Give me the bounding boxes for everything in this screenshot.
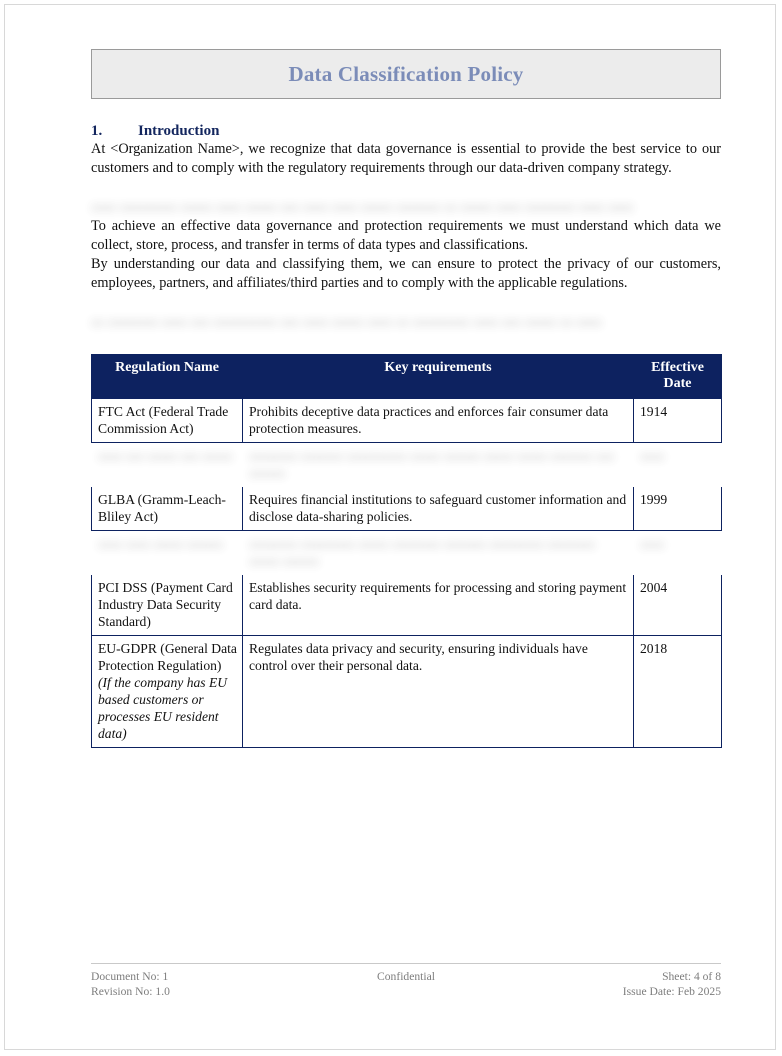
footer-row-1 [91,970,721,985]
section-number: 1. [91,123,103,139]
cell-regulation-name: PCI DSS (Payment Card Industry Data Security Standard) [92,575,243,636]
cell-key-requirements [243,531,634,575]
column-header-effective-date: Effective Date [634,355,722,399]
paragraph-1: At <Organization Name>, we recognize that data governance is essential to provide the best service to our customers and to comply with the regulatory requirements through our data-driven company strategy. [91,141,721,176]
column-header-regulation-name: Regulation Name [92,355,243,399]
table-body [92,399,722,748]
cell-regulation-name: FTC Act (Federal Trade Commission Act) [92,399,243,443]
cell-regulation-name [92,443,243,487]
cell-effective-date [634,531,722,575]
footer-document-no: Document No: 1 [91,970,169,983]
regulations-table [91,354,722,748]
table-row [92,399,722,443]
footer-row-2 [91,985,721,1000]
cell-effective-date: 1914 [634,399,722,443]
cell-regulation-name: GLBA (Gramm-Leach-Bliley Act) [92,487,243,531]
document-content [91,49,721,748]
table-row [92,636,722,748]
cell-effective-date: 2018 [634,636,722,748]
table-header-row [92,355,722,399]
column-header-key-requirements: Key requirements [243,355,634,399]
footer-revision-no: Revision No: 1.0 [91,984,170,998]
paragraph-3: By understanding our data and classifying them, we can ensure to protect the privacy of our customers, employees, partners, and affiliates/third parties and to comply with the applicable regulations. [91,256,721,291]
section-title: Introduction [138,123,220,139]
cell-key-requirements: Establishes security requirements for processing and storing payment card data. [243,575,634,636]
document-page [4,4,776,1050]
cell-key-requirements-blurred: aaaaaaaa aaaaaaaaa aaaaa aaaaaaaa aaaaaaa aaaaaaaaa aaaaaaaa aaaaa aaaaaa [249,536,596,568]
footer-confidential: Confidential [377,970,435,983]
table-row [92,531,722,575]
cell-effective-date-blurred: aaaa [640,448,665,463]
cell-effective-date: 2004 [634,575,722,636]
document-title-banner [91,49,721,99]
redacted-text-1: aaaa aaaaaaaaa aaaaa aaaa aaaaa aaa aaaa aaaa aaaaa aaaaaaa aa aaaaa aaaa aaaaaaaa aaaa aaaa [91,199,634,215]
table-header [92,355,722,399]
cell-note: (If the company has EU based customers or processes EU resident data) [98,675,228,741]
page-title: Data Classification Policy [288,61,524,86]
cell-regulation-name: EU-GDPR (General Data Protection Regulation) (If the company has EU based customers or processes EU resident data) [92,636,243,748]
section-heading-introduction [91,123,721,140]
table-row [92,575,722,636]
cell-effective-date-blurred: aaaa [640,536,665,551]
cell-regulation-name [92,531,243,575]
cell-key-requirements: Regulates data privacy and security, ensuring individuals have control over their personal data. [243,636,634,748]
table-row [92,443,722,487]
paragraph-2: To achieve an effective data governance and protection requirements we must understand which data we collect, store, process, and transfer in terms of data types and classifications. [91,218,721,253]
cell-effective-date [634,443,722,487]
redacted-text-2: aa aaaaaaaa aaaa aaa aaaaaaaaaa aaa aaaa aaaaa aaaa aa aaaaaaaaa aaaa aaa aaaaa aa aaaa [91,314,602,330]
cell-key-requirements [243,443,634,487]
page-footer [91,963,721,999]
cell-key-requirements: Prohibits deceptive data practices and enforces fair consumer data protection measures. [243,399,634,443]
cell-key-requirements: Requires financial institutions to safeguard customer information and disclose data-sharing policies. [243,487,634,531]
cell-key-requirements-blurred: aaaaaaaa aaaaaaa aaaaaaaaaa aaaaa aaaaaa aaaaa aaaaa aaaaaaa aaa aaaaaa [249,448,615,480]
footer-sheet: Sheet: 4 of 8 [662,970,721,983]
table-row [92,487,722,531]
footer-issue-date: Issue Date: Feb 2025 [622,984,721,998]
cell-regulation-name-blurred: aaaa aaaa aaaaa aaaaaa [98,536,223,551]
footer-spacer [299,985,513,1000]
cell-regulation-name-blurred: aaaa aaa aaaaa aaa aaaaa [98,448,233,463]
redacted-block-2 [91,313,721,332]
cell-effective-date: 1999 [634,487,722,531]
redacted-block-1 [91,198,721,217]
